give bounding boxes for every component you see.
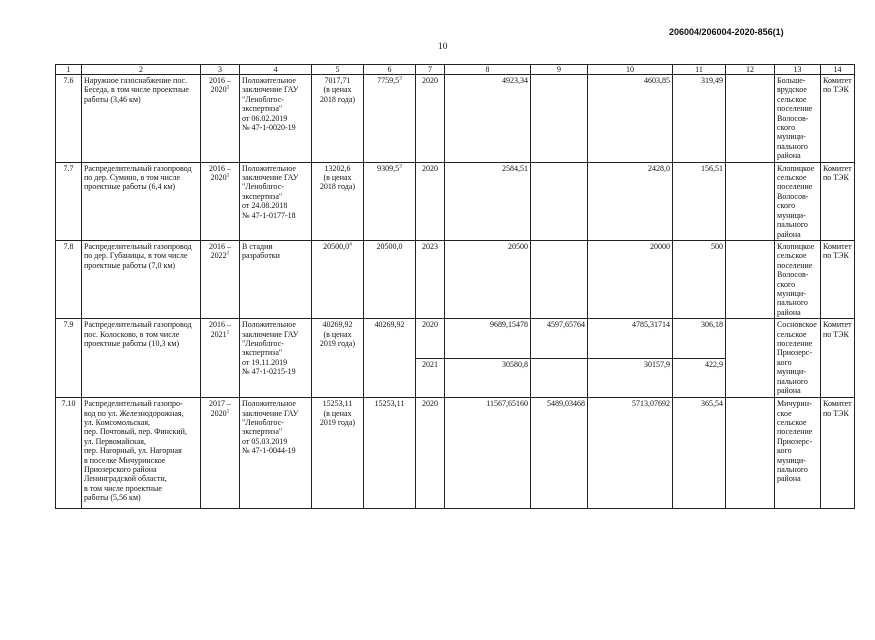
implementation-period: 2016 – 2020$^1$ — [201, 162, 240, 240]
financing-year: 2021 — [416, 359, 445, 398]
item-number: 7.10 — [56, 398, 82, 509]
implementation-period: 2016 – 2020$^1$ — [201, 75, 240, 163]
financing-total: 4923,34 — [445, 75, 531, 163]
column-number: 11 — [673, 65, 726, 75]
table-row — [56, 319, 855, 359]
financing-federal: 4597,65764 — [531, 319, 588, 359]
item-number: 7.7 — [56, 162, 82, 240]
other-sources — [726, 162, 775, 240]
financing-regional: 30157,9 — [588, 359, 673, 398]
financing-local: 500 — [673, 240, 726, 318]
remaining-cost: 40269,92 — [364, 319, 416, 398]
implementation-period: 2017 – 2020$^1$ — [201, 398, 240, 509]
other-sources — [726, 319, 775, 398]
financing-year: 2020 — [416, 398, 445, 509]
responsible-body: Комитет по ТЭК — [821, 75, 855, 163]
financing-regional: 5713,07692 — [588, 398, 673, 509]
financing-total: 11567,65160 — [445, 398, 531, 509]
estimated-cost: 40269,92 (в ценах 2019 года) — [312, 319, 364, 398]
column-number: 6 — [364, 65, 416, 75]
table-row — [56, 240, 855, 318]
estimated-cost: 7017,71 (в ценах 2018 года) — [312, 75, 364, 163]
estimated-cost: 20500,0$^4$ — [312, 240, 364, 318]
column-number: 5 — [312, 65, 364, 75]
financing-federal — [531, 162, 588, 240]
remaining-cost: 20500,0 — [364, 240, 416, 318]
column-number: 1 — [56, 65, 82, 75]
financing-local: 422,9 — [673, 359, 726, 398]
financing-regional: 4785,31714 — [588, 319, 673, 359]
page-number: 10 — [438, 42, 448, 52]
object-name: Распределительный газопровод пос. Колосково, в том числе проектные работы (10,3 км) — [82, 319, 201, 398]
financing-year: 2020 — [416, 319, 445, 359]
item-number: 7.8 — [56, 240, 82, 318]
table-row — [56, 75, 855, 163]
municipality: Клопицкое сельское поселение Волосов- ского муници- пального района — [775, 162, 821, 240]
financing-total: 9689,15478 — [445, 319, 531, 359]
financing-total: 20500 — [445, 240, 531, 318]
financing-federal: 5489,03468 — [531, 398, 588, 509]
financing-regional: 2428,0 — [588, 162, 673, 240]
financing-federal — [531, 240, 588, 318]
municipality: Клопицкое сельское поселение Волосов- ского муници- пального района — [775, 240, 821, 318]
project-documentation: Положительное заключение ГАУ "Леноблгос- экспертиза" от 05.03.2019 № 47-1-0044-19 — [240, 398, 312, 509]
object-name: Распределительный газопро- вод по ул. Железнодорожная, ул. Комсомольская, пер. Почтовый, пер. Финский, ул. Первомайская, пер. Нагорный, ул. Нагорная в поселке Мичуринское Приозерского района Ленинградской области, в том числе проектные работы (5,56 км) — [82, 398, 201, 509]
column-number: 14 — [821, 65, 855, 75]
table-row — [56, 398, 855, 509]
financing-federal — [531, 75, 588, 163]
column-number: 3 — [201, 65, 240, 75]
other-sources — [726, 240, 775, 318]
financing-local: 319,49 — [673, 75, 726, 163]
financing-regional: 4603,85 — [588, 75, 673, 163]
responsible-body: Комитет по ТЭК — [821, 162, 855, 240]
column-number: 4 — [240, 65, 312, 75]
estimated-cost: 13202,6 (в ценах 2018 года) — [312, 162, 364, 240]
responsible-body: Комитет по ТЭК — [821, 319, 855, 398]
project-documentation: Положительное заключение ГАУ "Леноблгос- экспертиза" от 19.11.2019 № 47-1-0215-19 — [240, 319, 312, 398]
financing-federal — [531, 359, 588, 398]
column-number: 2 — [82, 65, 201, 75]
financing-year: 2020 — [416, 162, 445, 240]
estimated-cost: 15253,11 (в ценах 2019 года) — [312, 398, 364, 509]
municipality: Больше- врудское сельское поселение Волосов- ского муници- пального района — [775, 75, 821, 163]
object-name: Распределительный газопровод по дер. Губаницы, в том числе проектные работы (7,0 км) — [82, 240, 201, 318]
financing-regional: 20000 — [588, 240, 673, 318]
column-number-row — [56, 65, 855, 75]
responsible-body: Комитет по ТЭК — [821, 240, 855, 318]
financing-total: 2584,51 — [445, 162, 531, 240]
implementation-period: 2016 – 2022$^1$ — [201, 240, 240, 318]
financing-local: 365,54 — [673, 398, 726, 509]
item-number: 7.6 — [56, 75, 82, 163]
financing-total: 30580,8 — [445, 359, 531, 398]
financing-year: 2023 — [416, 240, 445, 318]
responsible-body: Комитет по ТЭК — [821, 398, 855, 509]
column-number: 10 — [588, 65, 673, 75]
implementation-period: 2016 – 2021$^1$ — [201, 319, 240, 398]
other-sources — [726, 75, 775, 163]
financing-local: 156,51 — [673, 162, 726, 240]
column-number: 12 — [726, 65, 775, 75]
column-number: 9 — [531, 65, 588, 75]
remaining-cost: 7759,5$^3$ — [364, 75, 416, 163]
financing-year: 2020 — [416, 75, 445, 163]
program-table — [55, 64, 855, 509]
document-number: 206004/206004-2020-856(1) — [669, 27, 784, 37]
object-name: Наружное газоснабжение пос. Беседа, в том числе проектные работы (3,46 км) — [82, 75, 201, 163]
municipality: Сосновское сельское поселение Приозерс- кого муници- пального района — [775, 319, 821, 398]
other-sources — [726, 398, 775, 509]
table-row — [56, 162, 855, 240]
column-number: 8 — [445, 65, 531, 75]
item-number: 7.9 — [56, 319, 82, 398]
table-body — [56, 75, 855, 509]
project-documentation: Положительное заключение ГАУ "Леноблгос- экспертиза" от 06.02.2019 № 47-1-0020-19 — [240, 75, 312, 163]
municipality: Мичурин- ское сельское поселение Приозерс- кого муници- пального района — [775, 398, 821, 509]
financing-local: 306,18 — [673, 319, 726, 359]
remaining-cost: 15253,11 — [364, 398, 416, 509]
column-number: 13 — [775, 65, 821, 75]
column-number: 7 — [416, 65, 445, 75]
project-documentation: В стадии разработки — [240, 240, 312, 318]
object-name: Распределительный газопровод по дер. Сумино, в том числе проектные работы (6,4 км) — [82, 162, 201, 240]
remaining-cost: 9309,5$^3$ — [364, 162, 416, 240]
project-documentation: Положительное заключение ГАУ "Леноблгос- экспертиза" от 24.08.2018 № 47-1-0177-18 — [240, 162, 312, 240]
